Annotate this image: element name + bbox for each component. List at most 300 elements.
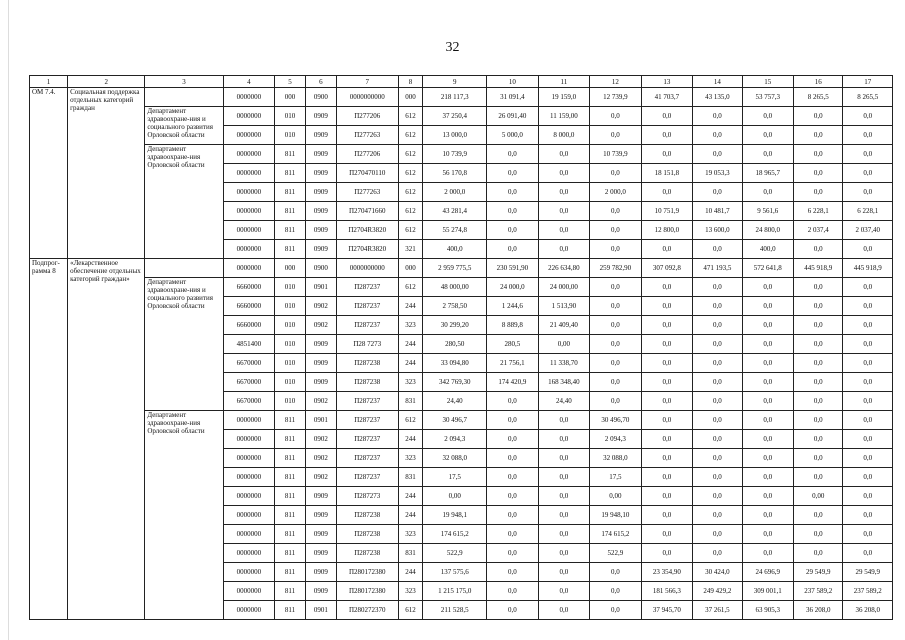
code-cell: П287237 [336, 449, 398, 468]
code-cell: 0000000 [223, 544, 274, 563]
amount-cell: 0,0 [742, 449, 793, 468]
amount-cell: 0,0 [693, 240, 742, 259]
code-cell: 0909 [305, 335, 336, 354]
amount-cell: 0,0 [742, 316, 793, 335]
code-cell: 0909 [305, 240, 336, 259]
amount-cell: 30 424,0 [693, 563, 742, 582]
amount-cell: 307 092,8 [641, 259, 692, 278]
column-number-cell: 3 [145, 76, 223, 88]
amount-cell: 0,0 [538, 525, 589, 544]
code-cell: П287238 [336, 525, 398, 544]
amount-cell: 29 549,9 [843, 563, 893, 582]
amount-cell: 2 094,3 [423, 430, 487, 449]
amount-cell: 0,0 [742, 145, 793, 164]
amount-cell: 53 757,3 [742, 88, 793, 107]
amount-cell: 572 641,8 [742, 259, 793, 278]
column-number-cell: 14 [693, 76, 742, 88]
amount-cell: 0,0 [590, 373, 641, 392]
amount-cell: 11 338,70 [538, 354, 589, 373]
code-cell: П2704R3820 [336, 221, 398, 240]
amount-cell: 0,0 [742, 411, 793, 430]
amount-cell: 0,0 [487, 202, 538, 221]
amount-cell: 0,0 [641, 297, 692, 316]
code-cell: П287237 [336, 468, 398, 487]
code-cell: 0909 [305, 506, 336, 525]
amount-cell: 0,0 [641, 126, 692, 145]
amount-cell: 0,0 [693, 468, 742, 487]
code-cell: 811 [275, 563, 306, 582]
code-cell: 010 [275, 354, 306, 373]
amount-cell: 13 000,0 [423, 126, 487, 145]
code-cell: 0909 [305, 221, 336, 240]
amount-cell: 0,0 [794, 126, 843, 145]
amount-cell: 0,0 [487, 164, 538, 183]
amount-cell: 1 215 175,0 [423, 582, 487, 601]
amount-cell: 24,40 [423, 392, 487, 411]
code-cell: 0000000 [223, 601, 274, 620]
amount-cell: 8 889,8 [487, 316, 538, 335]
code-cell: 811 [275, 164, 306, 183]
amount-cell: 0,0 [641, 278, 692, 297]
code-cell: П280172380 [336, 563, 398, 582]
code-cell: 0000000 [223, 259, 274, 278]
amount-cell: 181 566,3 [641, 582, 692, 601]
amount-cell: 0,0 [693, 525, 742, 544]
amount-cell: 0,0 [538, 430, 589, 449]
amount-cell: 5 000,0 [487, 126, 538, 145]
amount-cell: 0,0 [742, 468, 793, 487]
code-cell: П287237 [336, 392, 398, 411]
amount-cell: 63 905,3 [742, 601, 793, 620]
amount-cell: 37 250,4 [423, 107, 487, 126]
code-cell: 612 [398, 278, 423, 297]
code-cell: 0000000 [223, 449, 274, 468]
amount-cell: 0,0 [693, 373, 742, 392]
amount-cell: 0,0 [487, 240, 538, 259]
code-cell: П287237 [336, 411, 398, 430]
amount-cell: 19 948,10 [590, 506, 641, 525]
code-cell: 323 [398, 525, 423, 544]
amount-cell: 19 948,1 [423, 506, 487, 525]
table-row [30, 278, 893, 297]
amount-cell: 2 000,0 [423, 183, 487, 202]
amount-cell: 0,0 [742, 183, 793, 202]
amount-cell: 0,0 [487, 563, 538, 582]
amount-cell: 0,0 [693, 183, 742, 202]
code-cell: 0000000 [223, 563, 274, 582]
column-number-row [30, 76, 893, 88]
amount-cell: 0,0 [693, 506, 742, 525]
amount-cell: 0,0 [794, 107, 843, 126]
code-cell: П277263 [336, 126, 398, 145]
amount-cell: 0,0 [794, 392, 843, 411]
code-cell: 6670000 [223, 373, 274, 392]
amount-cell: 0,0 [693, 544, 742, 563]
amount-cell: 0,0 [641, 183, 692, 202]
code-cell: 000 [398, 88, 423, 107]
code-cell: 6660000 [223, 297, 274, 316]
code-cell: 811 [275, 430, 306, 449]
amount-cell: 0,0 [487, 430, 538, 449]
column-number-cell: 10 [487, 76, 538, 88]
page-number: 32 [445, 40, 460, 55]
amount-cell: 19 053,3 [693, 164, 742, 183]
code-cell: 612 [398, 145, 423, 164]
amount-cell: 218 117,3 [423, 88, 487, 107]
code-cell: 831 [398, 468, 423, 487]
amount-cell: 17,5 [590, 468, 641, 487]
amount-cell: 0,0 [843, 240, 893, 259]
column-number-cell: 7 [336, 76, 398, 88]
code-cell: 323 [398, 582, 423, 601]
amount-cell: 9 561,6 [742, 202, 793, 221]
amount-cell: 0,0 [590, 297, 641, 316]
amount-cell: 0,0 [742, 487, 793, 506]
amount-cell: 0,0 [693, 487, 742, 506]
amount-cell: 32 088,0 [423, 449, 487, 468]
amount-cell: 0,0 [641, 354, 692, 373]
code-cell: 612 [398, 164, 423, 183]
executor-cell [145, 259, 223, 278]
amount-cell: 0,0 [742, 126, 793, 145]
amount-cell: 55 274,8 [423, 221, 487, 240]
amount-cell: 0,0 [590, 278, 641, 297]
code-cell: П280272370 [336, 601, 398, 620]
code-cell: 811 [275, 221, 306, 240]
amount-cell: 13 600,0 [693, 221, 742, 240]
amount-cell: 0,0 [742, 506, 793, 525]
amount-cell: 0,0 [693, 297, 742, 316]
program-name-cell: Социальная поддержка отдельных категорий граждан [68, 88, 145, 259]
code-cell: П270471660 [336, 202, 398, 221]
amount-cell: 0,00 [423, 487, 487, 506]
code-cell: П270470110 [336, 164, 398, 183]
code-cell: 0902 [305, 297, 336, 316]
code-cell: 0909 [305, 373, 336, 392]
code-cell: П287238 [336, 354, 398, 373]
column-number-cell: 12 [590, 76, 641, 88]
amount-cell: 37 261,5 [693, 601, 742, 620]
amount-cell: 0,0 [843, 525, 893, 544]
amount-cell: 445 918,9 [843, 259, 893, 278]
amount-cell: 48 000,00 [423, 278, 487, 297]
code-cell: 811 [275, 525, 306, 544]
amount-cell: 0,0 [641, 145, 692, 164]
amount-cell: 0,0 [641, 430, 692, 449]
amount-cell: 400,0 [423, 240, 487, 259]
amount-cell: 0,0 [641, 487, 692, 506]
code-cell: 0909 [305, 354, 336, 373]
amount-cell: 0,0 [487, 506, 538, 525]
amount-cell: 0,0 [794, 297, 843, 316]
amount-cell: 0,0 [538, 183, 589, 202]
code-cell: П287238 [336, 506, 398, 525]
code-cell: 0909 [305, 487, 336, 506]
amount-cell: 0,0 [487, 525, 538, 544]
code-cell: 0000000000 [336, 259, 398, 278]
amount-cell: 0,0 [742, 107, 793, 126]
amount-cell: 0,0 [590, 354, 641, 373]
amount-cell: 0,0 [693, 316, 742, 335]
amount-cell: 0,0 [794, 544, 843, 563]
amount-cell: 2 037,40 [843, 221, 893, 240]
column-number-cell: 1 [30, 76, 68, 88]
amount-cell: 0,0 [487, 392, 538, 411]
table-row [30, 259, 893, 278]
amount-cell: 12 739,9 [590, 88, 641, 107]
amount-cell: 29 549,9 [794, 563, 843, 582]
amount-cell: 0,0 [590, 563, 641, 582]
amount-cell: 0,0 [538, 411, 589, 430]
amount-cell: 21 756,1 [487, 354, 538, 373]
program-name-cell: «Лекарственное обеспечение отдельных категорий граждан» [68, 259, 145, 620]
amount-cell: 0,0 [641, 506, 692, 525]
code-cell: 811 [275, 582, 306, 601]
code-cell: 831 [398, 544, 423, 563]
amount-cell: 0,0 [538, 202, 589, 221]
code-cell: 000 [398, 259, 423, 278]
amount-cell: 24 000,0 [487, 278, 538, 297]
code-cell: 811 [275, 202, 306, 221]
code-cell: 0902 [305, 392, 336, 411]
code-cell: 244 [398, 506, 423, 525]
amount-cell: 0,0 [641, 373, 692, 392]
table-row [30, 88, 893, 107]
code-cell: 244 [398, 563, 423, 582]
code-cell: 6670000 [223, 392, 274, 411]
code-cell: 0900 [305, 259, 336, 278]
executor-cell: Департамент здравоохране-ния и социального развития Орловской области [145, 278, 223, 411]
amount-cell: 0,0 [843, 164, 893, 183]
code-cell: 0901 [305, 411, 336, 430]
amount-cell: 0,0 [487, 221, 538, 240]
amount-cell: 0,0 [538, 487, 589, 506]
amount-cell: 8 265,5 [794, 88, 843, 107]
amount-cell: 0,0 [843, 316, 893, 335]
code-cell: 010 [275, 316, 306, 335]
code-cell: 010 [275, 297, 306, 316]
amount-cell: 0,0 [843, 354, 893, 373]
amount-cell: 0,0 [794, 506, 843, 525]
code-cell: 0000000 [223, 183, 274, 202]
amount-cell: 0,0 [590, 221, 641, 240]
amount-cell: 26 091,40 [487, 107, 538, 126]
amount-cell: 0,0 [538, 582, 589, 601]
amount-cell: 33 094,80 [423, 354, 487, 373]
code-cell: 0909 [305, 563, 336, 582]
amount-cell: 0,0 [843, 107, 893, 126]
amount-cell: 471 193,5 [693, 259, 742, 278]
code-cell: 000 [275, 88, 306, 107]
code-cell: П28 7273 [336, 335, 398, 354]
column-number-cell: 9 [423, 76, 487, 88]
column-number-cell: 11 [538, 76, 589, 88]
budget-table [29, 75, 893, 620]
amount-cell: 0,0 [641, 544, 692, 563]
amount-cell: 0,0 [538, 506, 589, 525]
amount-cell: 0,0 [590, 164, 641, 183]
column-number-cell: 8 [398, 76, 423, 88]
code-cell: 0000000 [223, 107, 274, 126]
amount-cell: 0,0 [843, 392, 893, 411]
code-cell: 0000000 [223, 126, 274, 145]
amount-cell: 2 000,0 [590, 183, 641, 202]
code-cell: 811 [275, 145, 306, 164]
code-cell: 0000000 [223, 202, 274, 221]
amount-cell: 259 782,90 [590, 259, 641, 278]
amount-cell: 18 151,8 [641, 164, 692, 183]
amount-cell: 0,0 [742, 525, 793, 544]
amount-cell: 17,5 [423, 468, 487, 487]
code-cell: 612 [398, 107, 423, 126]
amount-cell: 19 159,0 [538, 88, 589, 107]
code-cell: 6660000 [223, 278, 274, 297]
amount-cell: 0,0 [590, 202, 641, 221]
amount-cell: 8 265,5 [843, 88, 893, 107]
amount-cell: 0,0 [794, 525, 843, 544]
code-cell: П287237 [336, 297, 398, 316]
amount-cell: 2 094,3 [590, 430, 641, 449]
amount-cell: 0,0 [794, 145, 843, 164]
amount-cell: 0,00 [794, 487, 843, 506]
executor-cell: Департамент здравоохране-ния Орловской области [145, 411, 223, 620]
code-cell: 0000000 [223, 506, 274, 525]
amount-cell: 0,0 [641, 335, 692, 354]
amount-cell: 522,9 [423, 544, 487, 563]
amount-cell: 1 244,6 [487, 297, 538, 316]
code-cell: 0902 [305, 430, 336, 449]
code-cell: 811 [275, 487, 306, 506]
amount-cell: 31 091,4 [487, 88, 538, 107]
code-cell: 0000000 [223, 468, 274, 487]
amount-cell: 30 496,70 [590, 411, 641, 430]
code-cell: 0902 [305, 316, 336, 335]
amount-cell: 400,0 [742, 240, 793, 259]
amount-cell: 0,0 [693, 449, 742, 468]
code-cell: 612 [398, 126, 423, 145]
amount-cell: 10 481,7 [693, 202, 742, 221]
amount-cell: 0,0 [843, 487, 893, 506]
code-cell: 244 [398, 297, 423, 316]
amount-cell: 0,0 [693, 335, 742, 354]
amount-cell: 0,0 [538, 164, 589, 183]
amount-cell: 0,0 [538, 240, 589, 259]
amount-cell: 0,0 [538, 449, 589, 468]
amount-cell: 18 965,7 [742, 164, 793, 183]
code-cell: 0901 [305, 278, 336, 297]
code-cell: 244 [398, 487, 423, 506]
amount-cell: 56 170,8 [423, 164, 487, 183]
amount-cell: 21 409,40 [538, 316, 589, 335]
code-cell: П277206 [336, 107, 398, 126]
amount-cell: 174 615,2 [590, 525, 641, 544]
code-cell: 0000000 [223, 88, 274, 107]
code-cell: 0909 [305, 183, 336, 202]
amount-cell: 0,0 [487, 544, 538, 563]
amount-cell: 0,0 [843, 373, 893, 392]
amount-cell: 0,0 [693, 392, 742, 411]
code-cell: 010 [275, 107, 306, 126]
amount-cell: 0,0 [487, 145, 538, 164]
amount-cell: 342 769,30 [423, 373, 487, 392]
amount-cell: 30 299,20 [423, 316, 487, 335]
code-cell: 612 [398, 221, 423, 240]
amount-cell: 0,0 [742, 373, 793, 392]
column-number-cell: 16 [794, 76, 843, 88]
code-cell: 811 [275, 183, 306, 202]
amount-cell: 0,0 [538, 145, 589, 164]
amount-cell: 0,0 [794, 316, 843, 335]
amount-cell: 0,0 [590, 126, 641, 145]
table-row [30, 411, 893, 430]
amount-cell: 30 496,7 [423, 411, 487, 430]
code-cell: 244 [398, 430, 423, 449]
amount-cell: 0,0 [641, 449, 692, 468]
amount-cell: 522,9 [590, 544, 641, 563]
code-cell: П287237 [336, 316, 398, 335]
amount-cell: 0,0 [538, 468, 589, 487]
code-cell: 612 [398, 601, 423, 620]
code-cell: П280172380 [336, 582, 398, 601]
amount-cell: 0,0 [843, 183, 893, 202]
amount-cell: 0,0 [641, 468, 692, 487]
amount-cell: 24,40 [538, 392, 589, 411]
amount-cell: 0,0 [843, 335, 893, 354]
code-cell: 323 [398, 316, 423, 335]
amount-cell: 237 589,2 [794, 582, 843, 601]
code-cell: 811 [275, 449, 306, 468]
amount-cell: 0,0 [641, 525, 692, 544]
amount-cell: 309 001,1 [742, 582, 793, 601]
amount-cell: 0,0 [742, 297, 793, 316]
code-cell: 0909 [305, 126, 336, 145]
code-cell: 811 [275, 544, 306, 563]
code-cell: 321 [398, 240, 423, 259]
amount-cell: 0,0 [487, 468, 538, 487]
amount-cell: 0,0 [794, 430, 843, 449]
executor-cell [145, 88, 223, 107]
code-cell: П287237 [336, 430, 398, 449]
amount-cell: 0,0 [742, 354, 793, 373]
code-cell: 0000000 [223, 221, 274, 240]
code-cell: 811 [275, 411, 306, 430]
amount-cell: 0,0 [843, 468, 893, 487]
code-cell: 811 [275, 240, 306, 259]
code-cell: П287238 [336, 373, 398, 392]
amount-cell: 2 758,50 [423, 297, 487, 316]
code-cell: 811 [275, 468, 306, 487]
amount-cell: 137 575,6 [423, 563, 487, 582]
amount-cell: 174 420,9 [487, 373, 538, 392]
amount-cell: 445 918,9 [794, 259, 843, 278]
code-cell: 0902 [305, 468, 336, 487]
code-cell: П287237 [336, 278, 398, 297]
code-cell: П287273 [336, 487, 398, 506]
amount-cell: 41 703,7 [641, 88, 692, 107]
code-cell: П277263 [336, 183, 398, 202]
code-cell: 0000000 [223, 240, 274, 259]
code-cell: П287238 [336, 544, 398, 563]
code-cell: 0909 [305, 582, 336, 601]
code-cell: П2704R3820 [336, 240, 398, 259]
code-cell: 010 [275, 392, 306, 411]
amount-cell: 0,0 [843, 145, 893, 164]
executor-cell: Департамент здравоохране-ния и социального развития Орловской области [145, 107, 223, 145]
amount-cell: 6 228,1 [843, 202, 893, 221]
amount-cell: 37 945,70 [641, 601, 692, 620]
amount-cell: 0,0 [641, 107, 692, 126]
amount-cell: 0,0 [487, 449, 538, 468]
